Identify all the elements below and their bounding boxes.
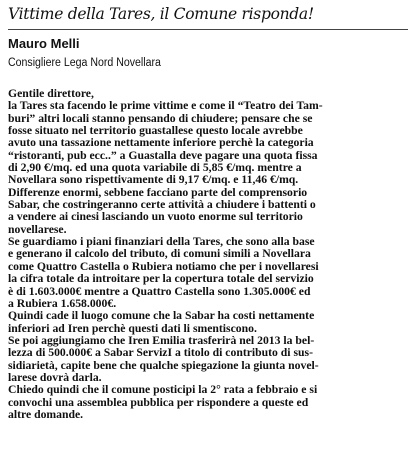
body-line: Chiedo quindi che il comune posticipi la 2° rata a febbraio e si [8,383,318,397]
body-line: novellarese. [8,222,67,236]
body-line: Novellara sono rispettivamente di 9,17 €/mq. e 11,46 €/mq. [8,173,299,187]
author-role: Consigliere Lega Nord Novellara [8,57,161,69]
body-line: e generano il calcolo del tributo, di comuni simili a Novellara [8,247,311,261]
letter-body [8,88,408,421]
body-line: la Tares sta facendo le prime vittime e come il “Teatro dei Tam- [8,99,323,113]
body-line: la cifra totale da introitare per la copertura totale del servizio [8,272,314,286]
body-line: Gentile direttore, [8,87,94,100]
body-line: è di 1.603.000€ mentre a Quattro Castella sono 1.305.000€ ed [8,284,311,298]
body-line: buri” altri locali stanno pensando di chiudere; pensare che se [8,111,313,125]
author-name: Mauro Melli [8,36,80,51]
body-line: avuto una tassazione nettamente inferiore perchè la categoria [8,136,314,150]
headline: Vittime della Tares, il Comune risponda! [8,5,314,23]
body-line: lezza di 500.000€ a Sabar ServizI a titolo di contributo di sus- [8,346,313,360]
divider [8,29,408,30]
body-line: Se guardiamo i piani finanziari della Tares, che sono alla base [8,235,315,249]
body-line: “ristoranti, pub ecc..” a Guastalla deve pagare una quota fissa [8,148,318,162]
body-line: Quindi cade il luogo comune che la Sabar ha costi nettamente [8,309,315,323]
body-line: altre domande. [8,407,84,421]
body-line: Sabar, che costringeranno certe attività a chiudere i battenti o [8,198,316,212]
body-line: di 2,90 €/mq. ed una quota variabile di 5,85 €/mq. mentre a [8,161,302,175]
body-line: convochi una assemblea pubblica per rispondere a queste ed [8,395,309,409]
body-line: sidiarietà, capite bene che qualche spiegazione la giunta novel- [8,358,319,372]
body-line: larese dovrà darla. [8,370,102,384]
body-line: come Quattro Castella o Rubiera notiamo che per i novellaresi [8,259,319,273]
body-line: a Rubiera 1.658.000€. [8,296,117,310]
body-line: fosse situato nel territorio guastallese questo locale avrebbe [8,124,303,138]
body-line: Differenze enormi, sebbene facciano parte del comprensorio [8,185,308,199]
body-line: Se poi aggiungiamo che Iren Emilia trasferirà nel 2013 la bel- [8,333,315,347]
body-line: inferiori ad Iren perchè questi dati li smentiscono. [8,321,257,335]
body-line: a vendere ai cinesi lasciando un vuoto enorme sul territorio [8,210,303,224]
